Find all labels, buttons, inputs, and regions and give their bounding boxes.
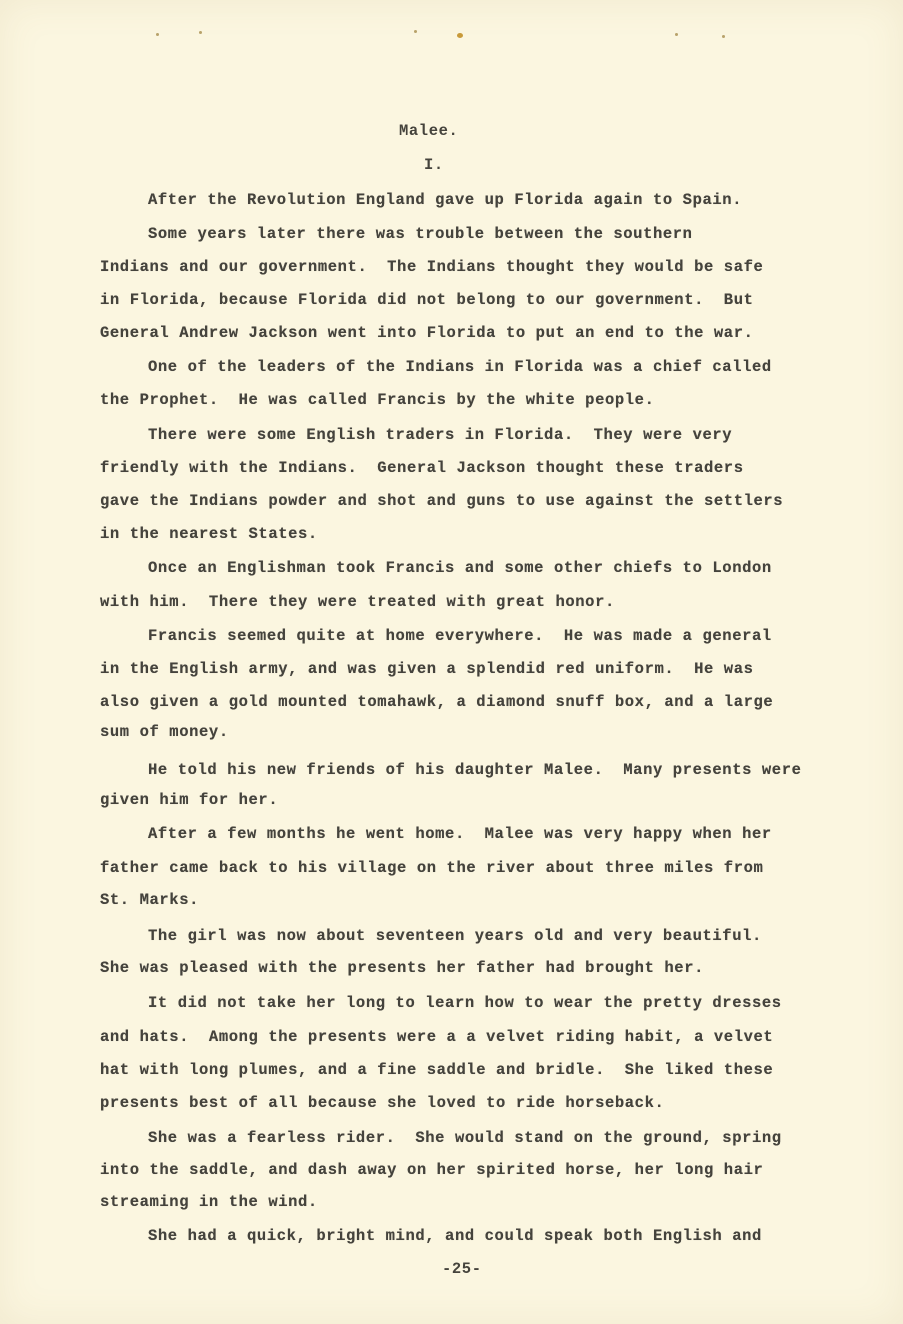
paper-speck — [457, 33, 463, 38]
paper-speck — [675, 33, 678, 36]
text-line: sum of money. — [100, 723, 229, 741]
text-line: into the saddle, and dash away on her spirited horse, her long hair — [100, 1161, 764, 1179]
text-line: He told his new friends of his daughter Malee. Many presents were — [148, 761, 802, 779]
text-line: and hats. Among the presents were a a velvet riding habit, a velvet — [100, 1028, 774, 1046]
paper-speck — [199, 31, 202, 34]
paper-speck — [722, 35, 725, 38]
text-line: The girl was now about seventeen years old and very beautiful. — [148, 927, 762, 945]
text-line: father came back to his village on the river about three miles from — [100, 859, 764, 877]
text-line: St. Marks. — [100, 891, 200, 909]
text-line: in the nearest States. — [100, 525, 318, 543]
text-line: presents best of all because she loved to ride horseback. — [100, 1094, 665, 1112]
text-line: Once an Englishman took Francis and some other chiefs to London — [148, 559, 772, 577]
text-line: in the English army, and was given a splendid red uniform. He was — [100, 660, 754, 678]
text-line: One of the leaders of the Indians in Florida was a chief called — [148, 358, 772, 376]
text-line: hat with long plumes, and a fine saddle and bridle. She liked these — [100, 1061, 774, 1079]
text-line: She had a quick, bright mind, and could speak both English and — [148, 1227, 762, 1245]
page-number: -25- — [442, 1260, 482, 1278]
text-line: After a few months he went home. Malee was very happy when her — [148, 825, 772, 843]
document-title: Malee. — [399, 122, 459, 140]
text-line: Some years later there was trouble between the southern — [148, 225, 693, 243]
text-line: It did not take her long to learn how to wear the pretty dresses — [148, 994, 782, 1012]
text-line: She was a fearless rider. She would stand on the ground, spring — [148, 1129, 782, 1147]
text-line: in Florida, because Florida did not belong to our government. But — [100, 291, 754, 309]
text-line: There were some English traders in Florida. They were very — [148, 426, 733, 444]
text-line: Indians and our government. The Indians thought they would be safe — [100, 258, 764, 276]
text-line: gave the Indians powder and shot and guns to use against the settlers — [100, 492, 784, 510]
paper-speck — [414, 30, 417, 33]
chapter-heading: I. — [424, 156, 444, 174]
text-line: also given a gold mounted tomahawk, a diamond snuff box, and a large — [100, 693, 774, 711]
paper-speck — [156, 33, 159, 36]
text-line: the Prophet. He was called Francis by the white people. — [100, 391, 655, 409]
text-line: General Andrew Jackson went into Florida to put an end to the war. — [100, 324, 754, 342]
text-line: friendly with the Indians. General Jackson thought these traders — [100, 459, 744, 477]
text-line: streaming in the wind. — [100, 1193, 318, 1211]
text-line: She was pleased with the presents her father had brought her. — [100, 959, 704, 977]
text-line: After the Revolution England gave up Florida again to Spain. — [148, 191, 743, 209]
text-line: given him for her. — [100, 791, 279, 809]
text-line: with him. There they were treated with great honor. — [100, 593, 615, 611]
text-line: Francis seemed quite at home everywhere. He was made a general — [148, 627, 772, 645]
